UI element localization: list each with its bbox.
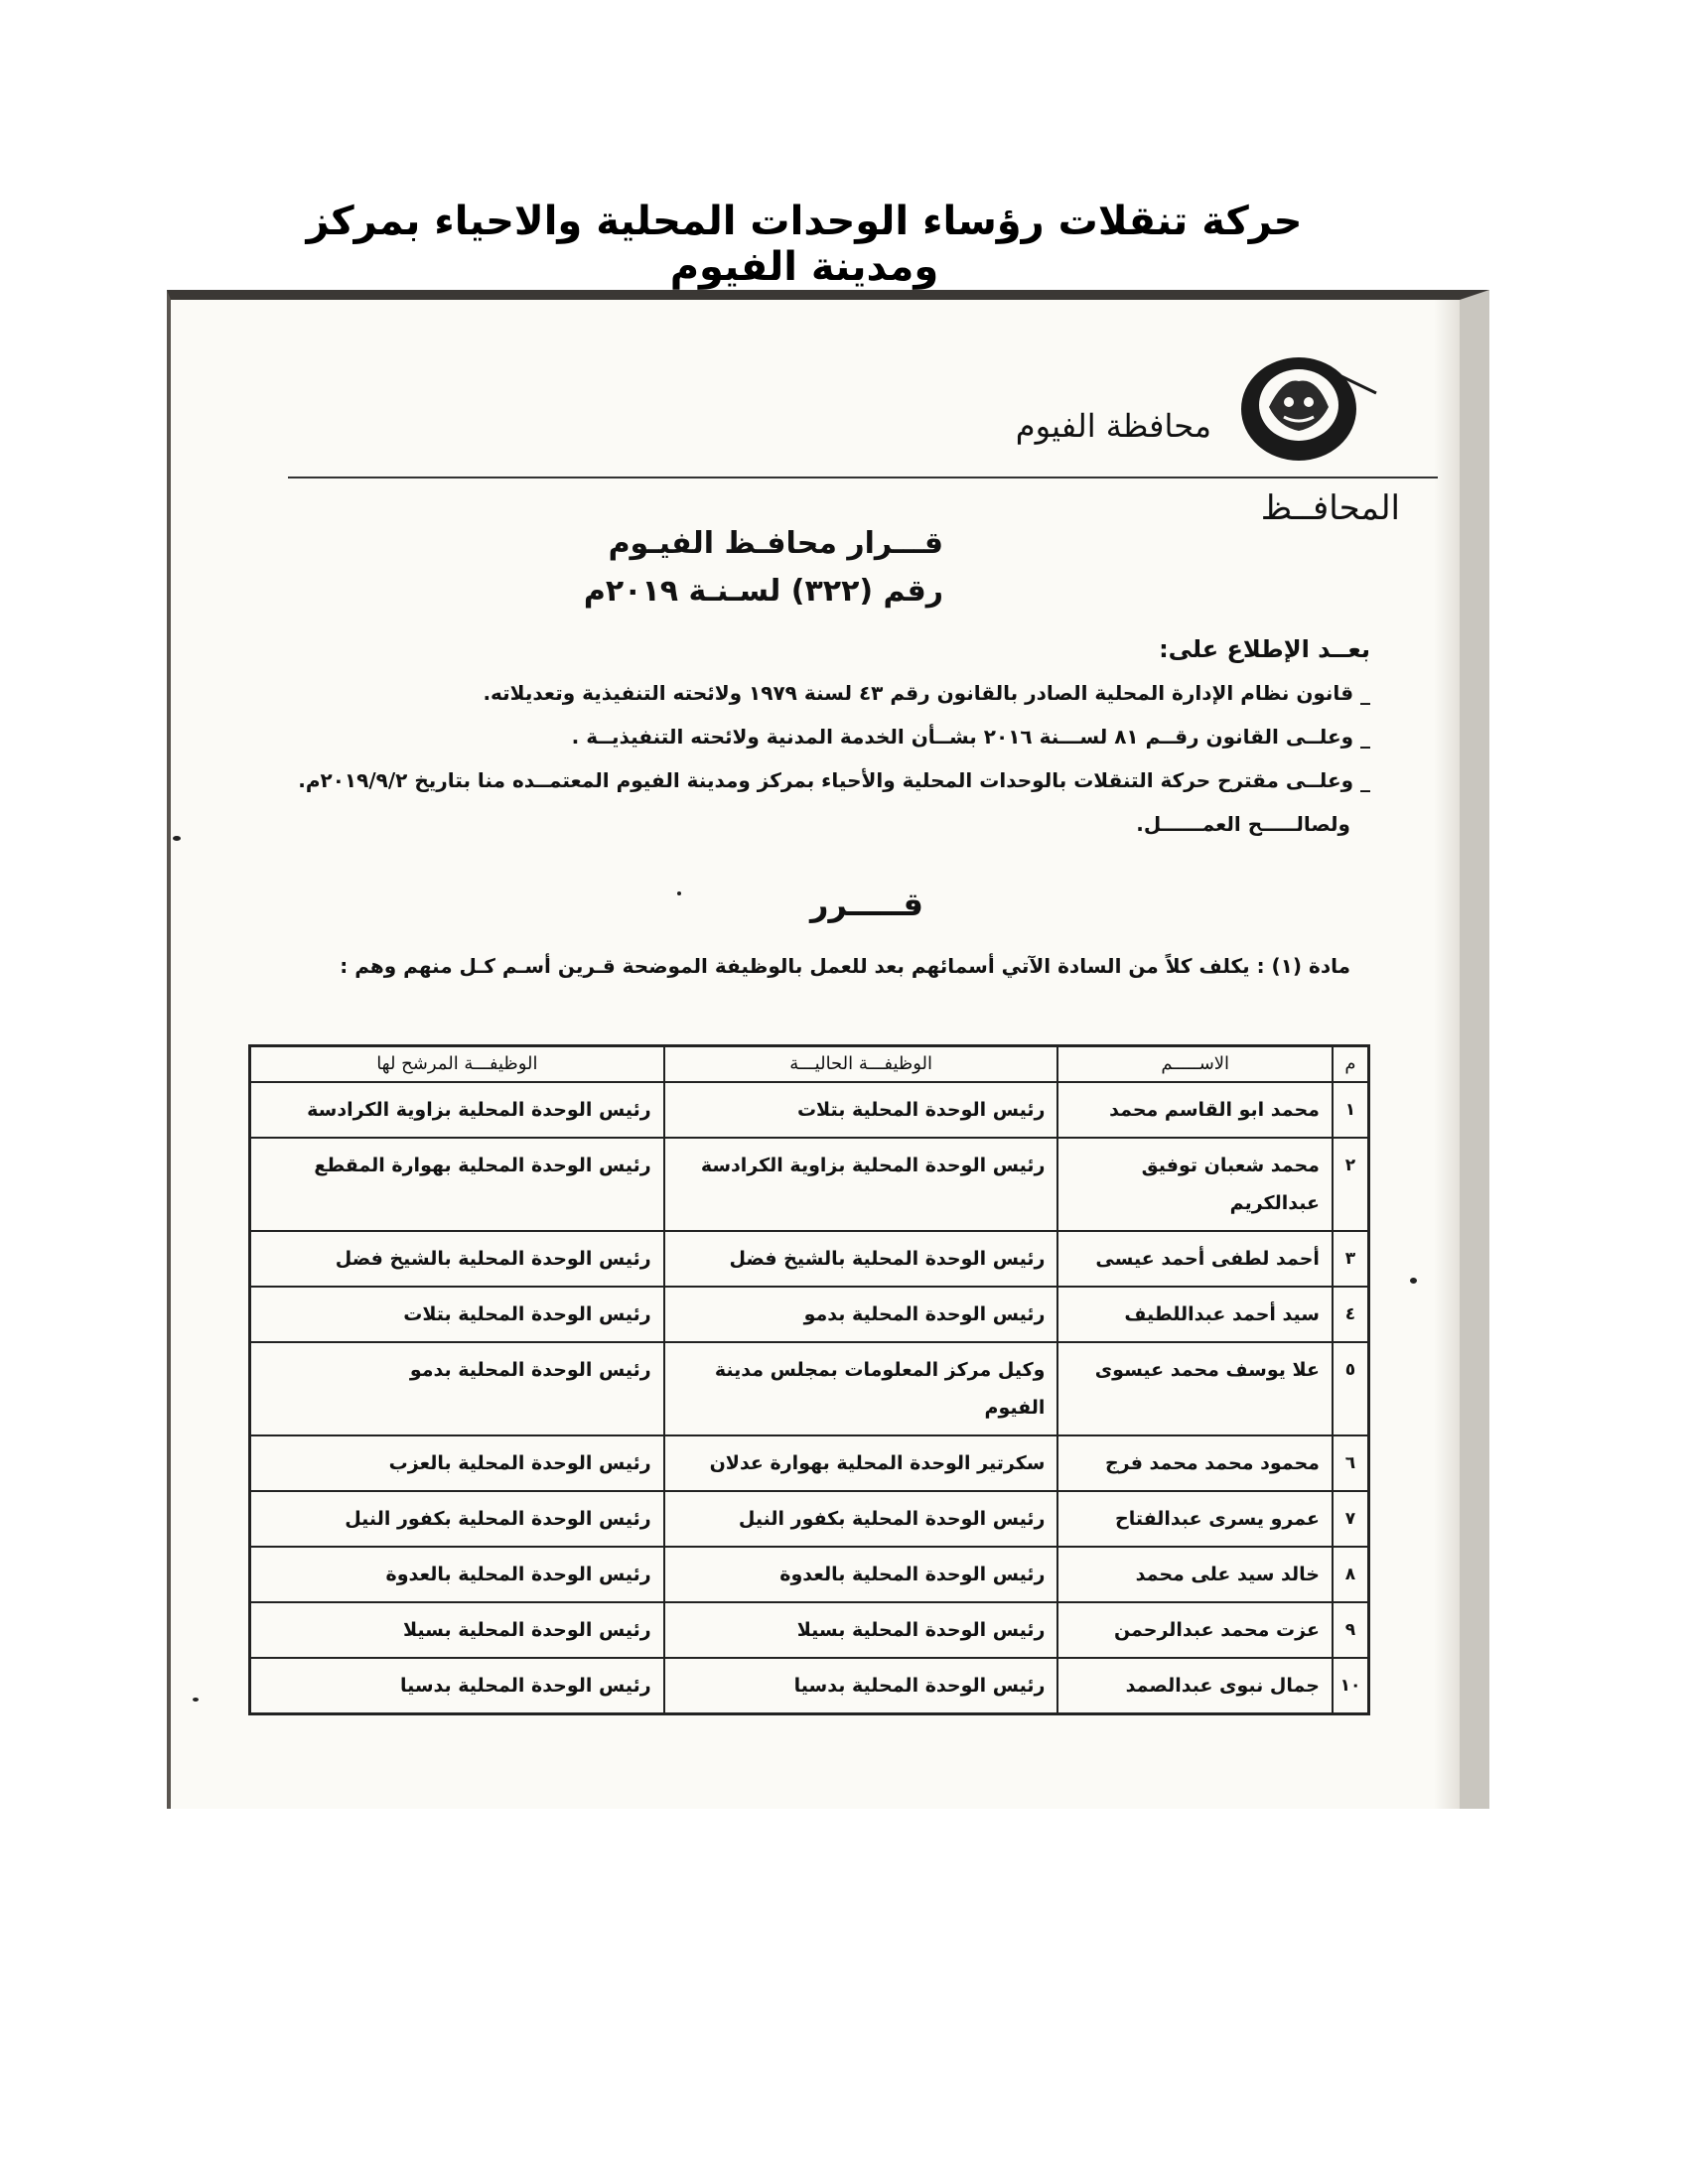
- decree-number: رقم (٣٢٢) لسـنـة ٢٠١٩م: [583, 574, 943, 609]
- cell-name: خالد سيد على محمد: [1057, 1547, 1332, 1602]
- cell-current: رئيس الوحدة المحلية بزاوية الكرادسة: [664, 1138, 1058, 1231]
- preamble-item: _ قانون نظام الإدارة المحلية الصادر بالقانون رقم ٤٣ لسنة ١٩٧٩ ولائحته التنفيذية وتعديلاته.: [483, 681, 1370, 705]
- cell-nominated: رئيس الوحدة المحلية بالشيخ فضل: [250, 1231, 664, 1287]
- cell-current: رئيس الوحدة المحلية بدسيا: [664, 1658, 1058, 1714]
- header-nominated-job: الوظيفـــة المرشح لها: [250, 1046, 664, 1083]
- header-name: الاســـــم: [1057, 1046, 1332, 1083]
- header-rule: [288, 477, 1438, 478]
- preamble-item: _ وعلــى مقترح حركة التنقلات بالوحدات المحلية والأحياء بمركز ومدينة الفيوم المعتمــده منا بتاريخ ٢٠١٩/٩/٢م.: [298, 768, 1370, 792]
- cell-nominated: رئيس الوحدة المحلية بدسيا: [250, 1658, 664, 1714]
- table-row: [250, 1342, 1369, 1435]
- article-1: مادة (١) : يكلف كلاً من السادة الآتي أسمائهم بعد للعمل بالوظيفة الموضحة قـرين أسـم كـل منهم وهم :: [340, 954, 1350, 978]
- cell-nominated: رئيس الوحدة المحلية بهوارة المقطع: [250, 1138, 664, 1231]
- cell-current: رئيس الوحدة المحلية بدمو: [664, 1287, 1058, 1342]
- table-row: [250, 1082, 1369, 1138]
- cell-num: ٢: [1333, 1138, 1369, 1231]
- cell-num: ٦: [1333, 1435, 1369, 1491]
- cell-current: رئيس الوحدة المحلية بكفور النيل: [664, 1491, 1058, 1547]
- table-row: [250, 1231, 1369, 1287]
- cell-name: علا يوسف محمد عيسوى: [1057, 1342, 1332, 1435]
- cell-current: رئيس الوحدة المحلية بتلات: [664, 1082, 1058, 1138]
- cell-nominated: رئيس الوحدة المحلية بالعدوة: [250, 1547, 664, 1602]
- cell-name: عزت محمد عبدالرحمن: [1057, 1602, 1332, 1658]
- cell-nominated: رئيس الوحدة المحلية بدمو: [250, 1342, 664, 1435]
- cell-num: ١٠: [1333, 1658, 1369, 1714]
- table-row: [250, 1547, 1369, 1602]
- table-row: [250, 1138, 1369, 1231]
- table-row: [250, 1435, 1369, 1491]
- cell-num: ١: [1333, 1082, 1369, 1138]
- scan-edge-shadow: [1434, 300, 1460, 1809]
- preamble-closing: ولصالـــــح العمــــــل.: [1136, 812, 1350, 836]
- table-header-row: [250, 1046, 1369, 1083]
- cell-current: رئيس الوحدة المحلية بسيلا: [664, 1602, 1058, 1658]
- cell-nominated: رئيس الوحدة المحلية بتلات: [250, 1287, 664, 1342]
- table-row: [250, 1658, 1369, 1714]
- cell-nominated: رئيس الوحدة المحلية بزاوية الكرادسة: [250, 1082, 664, 1138]
- scan-speck: [677, 891, 681, 895]
- scan-speck: [173, 836, 181, 841]
- decides-heading: قـــــرر: [810, 886, 923, 923]
- cell-nominated: رئيس الوحدة المحلية بكفور النيل: [250, 1491, 664, 1547]
- cell-nominated: رئيس الوحدة المحلية بسيلا: [250, 1602, 664, 1658]
- cell-name: أحمد لطفى أحمد عيسى: [1057, 1231, 1332, 1287]
- cell-name: محمود محمد محمد فرج: [1057, 1435, 1332, 1491]
- cell-name: عمرو يسرى عبدالفتاح: [1057, 1491, 1332, 1547]
- cell-name: محمد شعبان توفيق عبدالكريم: [1057, 1138, 1332, 1231]
- cell-num: ٧: [1333, 1491, 1369, 1547]
- cell-current: رئيس الوحدة المحلية بالعدوة: [664, 1547, 1058, 1602]
- scan-speck: [1410, 1278, 1417, 1284]
- cell-current: وكيل مركز المعلومات بمجلس مدينة الفيوم: [664, 1342, 1058, 1435]
- preamble-lead: بعــد الإطلاع على:: [1159, 635, 1370, 663]
- cell-num: ٣: [1333, 1231, 1369, 1287]
- preamble: [278, 627, 1370, 846]
- cell-current: سكرتير الوحدة المحلية بهوارة عدلان: [664, 1435, 1058, 1491]
- office-title: المحافــظ: [1260, 488, 1400, 528]
- cell-nominated: رئيس الوحدة المحلية بالعزب: [250, 1435, 664, 1491]
- cell-num: ٤: [1333, 1287, 1369, 1342]
- cell-name: محمد ابو القاسم محمد: [1057, 1082, 1332, 1138]
- page-heading: حركة تنقلات رؤساء الوحدات المحلية والاحياء بمركز ومدينة الفيوم: [306, 199, 1303, 290]
- cell-current: رئيس الوحدة المحلية بالشيخ فضل: [664, 1231, 1058, 1287]
- header-current-job: الوظيفـــة الحاليـــة: [664, 1046, 1058, 1083]
- cell-num: ٥: [1333, 1342, 1369, 1435]
- table-row: [250, 1491, 1369, 1547]
- preamble-item: _ وعلــى القانون رقــم ٨١ لســـنة ٢٠١٦ بشــأن الخدمة المدنية ولائحته التنفيذيــة .: [571, 725, 1370, 749]
- table-row: [250, 1602, 1369, 1658]
- scan-speck: [193, 1698, 199, 1702]
- transfers-table-wrap: [248, 1044, 1370, 1715]
- cell-num: ٩: [1333, 1602, 1369, 1658]
- cell-name: سيد أحمد عبداللطيف: [1057, 1287, 1332, 1342]
- governorate-name: محافظة الفيوم: [1015, 407, 1211, 445]
- decree-heading: [584, 520, 943, 615]
- fayoum-governorate-emblem-icon: [1229, 347, 1378, 467]
- decree-title: قـــرار محافـظ الفيـوم: [608, 526, 943, 561]
- scanned-decree: [167, 290, 1489, 1809]
- cell-num: ٨: [1333, 1547, 1369, 1602]
- cell-name: جمال نبوى عبدالصمد: [1057, 1658, 1332, 1714]
- header-num: م: [1333, 1046, 1369, 1083]
- transfers-table: [248, 1044, 1370, 1715]
- table-row: [250, 1287, 1369, 1342]
